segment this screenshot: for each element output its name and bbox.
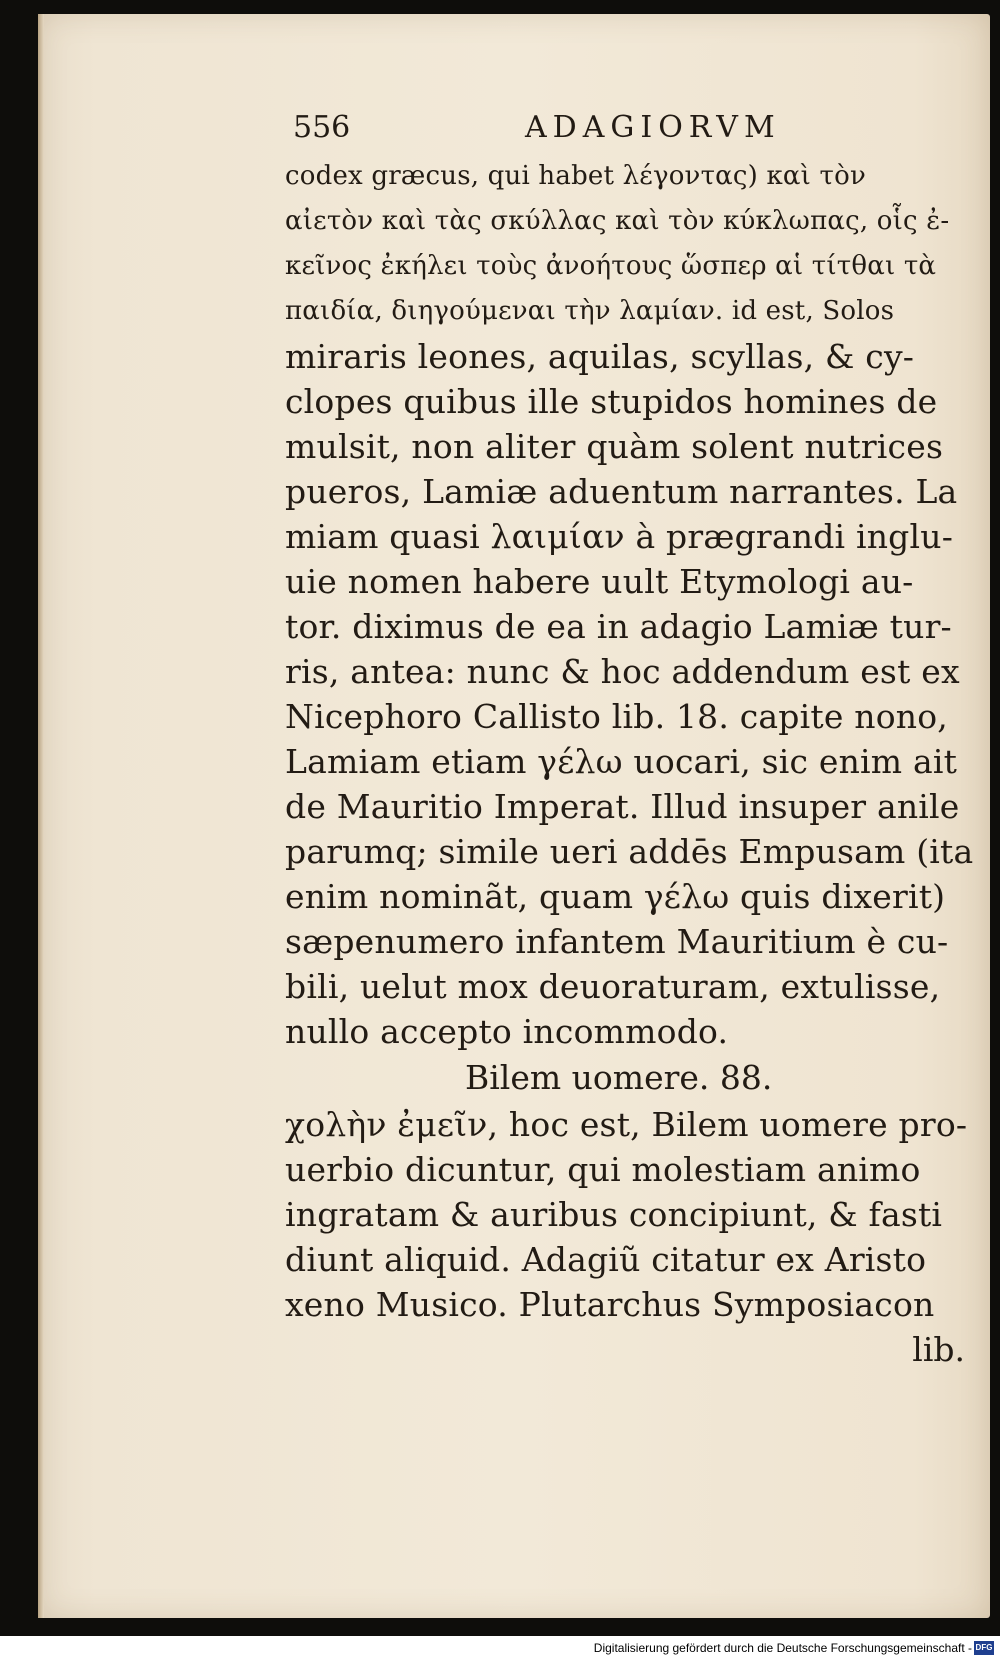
text-line: miraris leones, aquilas, scyllas, & cy- bbox=[285, 337, 915, 376]
text-line: nullo accepto incommodo. bbox=[285, 1012, 729, 1051]
text-line: de Mauritio Imperat. Illud insuper anile bbox=[285, 787, 960, 826]
text-line: ingratam & auribus concipiunt, & fasti bbox=[285, 1195, 943, 1234]
running-head bbox=[285, 110, 985, 152]
text-line: παιδία, διηγούμεναι τὴν λαμίαν. id est, Solos bbox=[285, 296, 895, 326]
text-line: enim nominãt, quam γέλω quis dixerit) bbox=[285, 877, 946, 916]
text-line: Nicephoro Callisto lib. 18. capite nono, bbox=[285, 697, 948, 736]
text-line: pueros, Lamiæ aduentum narrantes. La bbox=[285, 472, 958, 511]
text-line: uie nomen habere uult Etymologi au- bbox=[285, 562, 914, 601]
text-line: sæpenumero infantem Mauritium è cu- bbox=[285, 922, 949, 961]
text-line: χολὴν ἐμεῖν, hoc est, Bilem uomere pro- bbox=[285, 1105, 968, 1144]
text-line: tor. diximus de ea in adagio Lamiæ tur- bbox=[285, 607, 952, 646]
dfg-logo-icon: DFG bbox=[974, 1641, 994, 1655]
section-heading: Bilem uomere. 88. bbox=[465, 1058, 773, 1097]
text-line: diunt aliquid. Adagiũ citatur ex Aristo bbox=[285, 1240, 927, 1279]
text-line: ris, antea: nunc & hoc addendum est ex bbox=[285, 652, 960, 691]
page-number: 556 bbox=[293, 110, 351, 145]
running-title: ADAGIORVM bbox=[525, 110, 781, 145]
text-line: uerbio dicuntur, qui molestiam animo bbox=[285, 1150, 921, 1189]
page-text-block bbox=[285, 110, 985, 1372]
text-line: xeno Musico. Plutarchus Symposiacon bbox=[285, 1285, 935, 1324]
text-line: κεῖνος ἐκήλει τοὺς ἀνοήτους ὥσπερ αἱ τίτθαι τὰ bbox=[285, 251, 937, 281]
funding-credit: Digitalisierung gefördert durch die Deutsche Forschungsgemeinschaft - bbox=[593, 1641, 972, 1655]
text-line: codex græcus, qui habet λέγοντας) καὶ τὸν bbox=[285, 161, 866, 191]
text-line: bili, uelut mox deuoraturam, extulisse, bbox=[285, 967, 941, 1006]
text-line: miam quasi λαιμίαν à prægrandi inglu- bbox=[285, 517, 954, 556]
text-line: αἰετὸν καὶ τὰς σκύλλας καὶ τὸν κύκλωπας, οἷς ἐ- bbox=[285, 206, 950, 236]
text-line: mulsit, non aliter quàm solent nutrices bbox=[285, 427, 944, 466]
text-line: Lamiam etiam γέλω uocari, sic enim ait bbox=[285, 742, 958, 781]
catchword: lib. bbox=[912, 1330, 965, 1369]
text-line: parumq; simile ueri addēs Empusam (ita bbox=[285, 832, 974, 871]
page-gutter-edge bbox=[38, 14, 44, 1618]
text-line: clopes quibus ille stupidos homines de bbox=[285, 382, 938, 421]
digitization-footer bbox=[0, 1636, 1000, 1664]
